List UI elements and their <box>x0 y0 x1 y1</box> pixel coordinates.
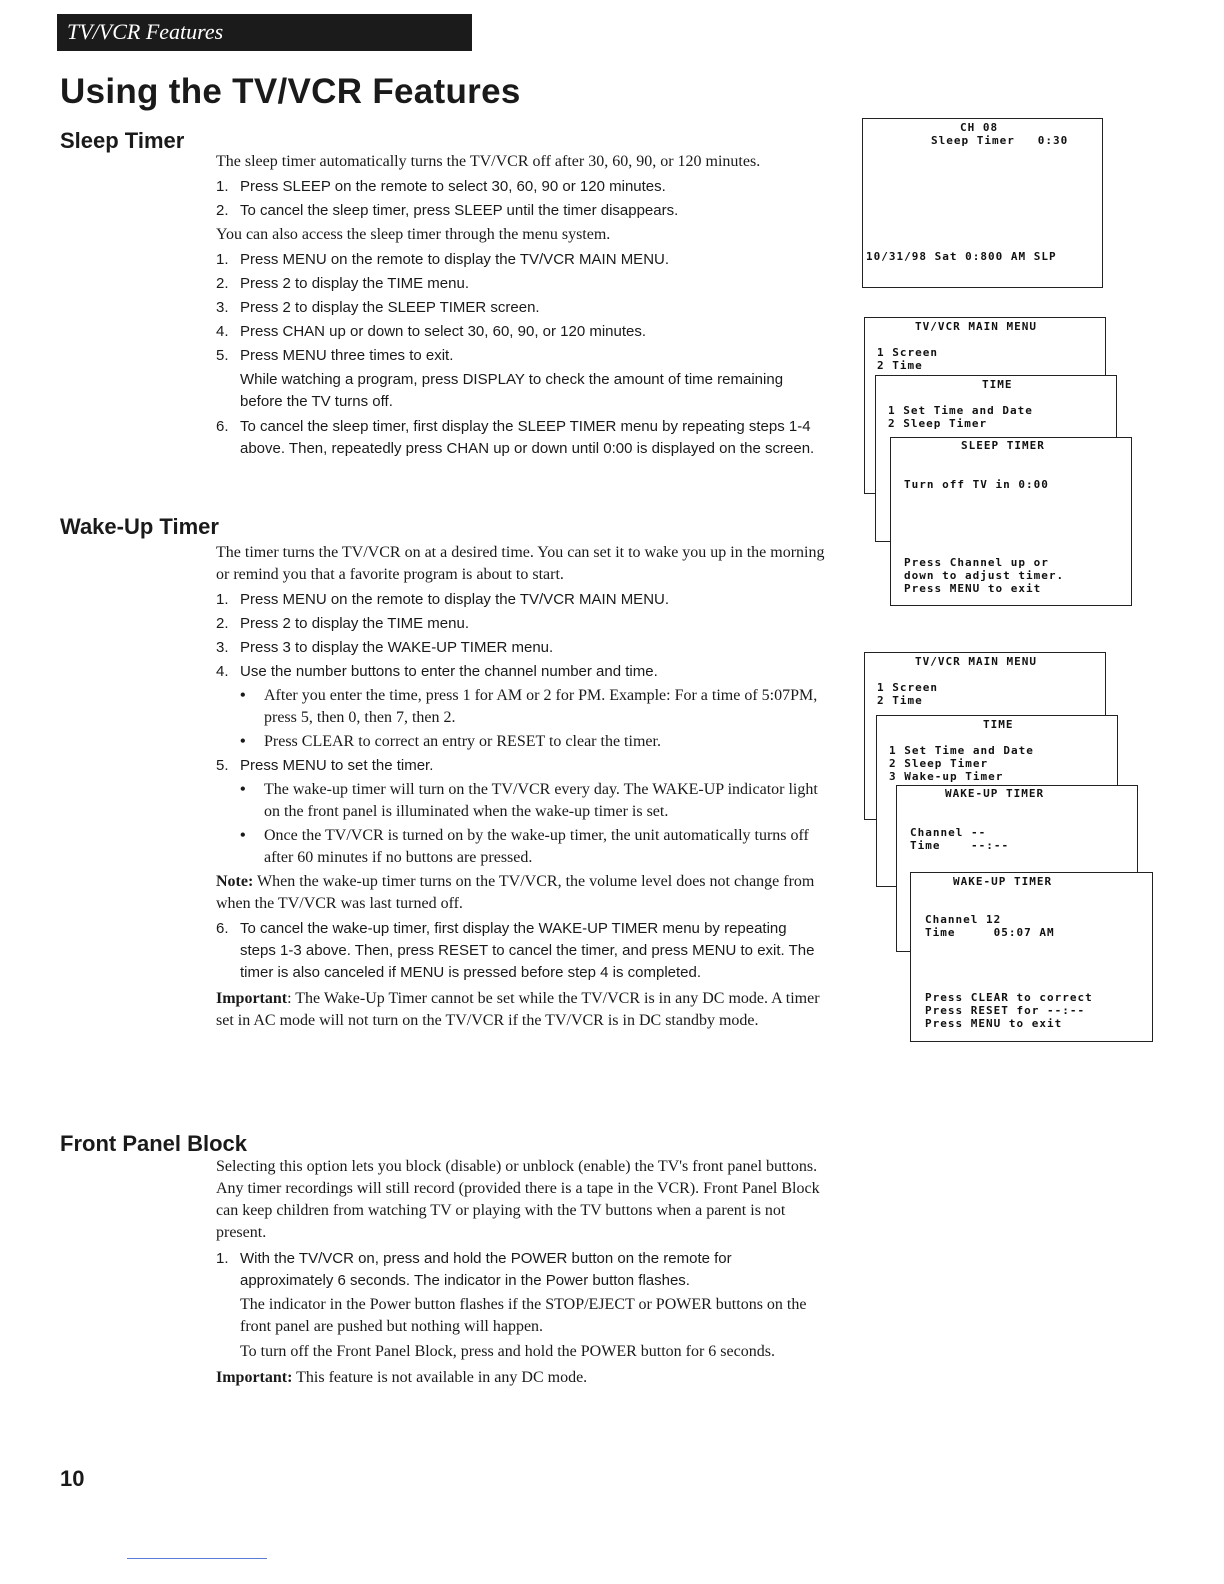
heading-front-panel-block: Front Panel Block <box>60 1131 248 1156</box>
tv-sleep-timer-screen <box>890 437 1132 606</box>
heading-sleep-timer: Sleep Timer <box>60 128 185 153</box>
list-item: 5. Press MENU to set the timer. <box>216 757 434 774</box>
list-item: 6. To cancel the sleep timer, first display the SLEEP TIMER menu by repeating steps 1-4 above. Then, repeatedly press CHAN up or down until 0:00 is displayed on the screen. <box>216 418 815 457</box>
list-item: 4. Use the number buttons to enter the channel number and time. <box>216 663 658 680</box>
wake-up-timer-section <box>216 542 826 1035</box>
wake-note: Note: When the wake-up timer turns on the TV/VCR, the volume level does not change from when the TV/VCR was last turned off. <box>216 873 815 912</box>
menu-title: TIME <box>982 378 1013 391</box>
wake-field: Time --:-- <box>910 839 1010 852</box>
sleep-step5-note: While watching a program, press DISPLAY to check the amount of time remaining before the TV turns off. <box>240 371 784 410</box>
wake-intro: The timer turns the TV/VCR on at a desired time. You can set it to wake you up in the morning or remind you that a favorite program is about to start. <box>216 544 825 583</box>
section-header-tab <box>57 14 472 51</box>
front-para2: To turn off the Front Panel Block, press and hold the POWER button for 6 seconds. <box>240 1343 775 1360</box>
tv-wake-up-timer-screen-set <box>910 872 1153 1042</box>
help-line: Press MENU to exit <box>925 1017 1063 1030</box>
footer-rule <box>127 1558 267 1559</box>
wake-field: Time 05:07 AM <box>925 926 1055 939</box>
list-item: 1. With the TV/VCR on, press and hold the POWER button on the remote for approximately 6 seconds. The indicator in the Power button flashes. <box>216 1250 732 1289</box>
list-item: 2. Press 2 to display the TIME menu. <box>216 275 469 292</box>
help-line: Press Channel up or <box>904 556 1049 569</box>
status-line: 10/31/98 Sat 0:800 AM SLP <box>866 250 1057 263</box>
menu-item: 1 Set Time and Date <box>888 404 1033 417</box>
sleep-menu-intro: You can also access the sleep timer through the menu system. <box>216 226 611 243</box>
list-item: 1. Press MENU on the remote to display the TV/VCR MAIN MENU. <box>216 251 670 268</box>
sleep-timer-section <box>216 151 826 462</box>
tv-screen-sleep-display <box>862 118 1103 288</box>
menu-title: SLEEP TIMER <box>961 439 1045 452</box>
page-title: Using the TV/VCR Features <box>60 72 521 111</box>
list-item: 2. Press 2 to display the TIME menu. <box>216 615 469 632</box>
heading-wake-up-timer: Wake-Up Timer <box>60 514 219 539</box>
list-item: 3. Press 3 to display the WAKE-UP TIMER menu. <box>216 639 554 656</box>
menu-item: 2 Sleep Timer <box>889 757 989 770</box>
menu-title: WAKE-UP TIMER <box>945 787 1045 800</box>
help-line: Press RESET for --:-- <box>925 1004 1086 1017</box>
help-line: Press CLEAR to correct <box>925 991 1093 1004</box>
list-item: 3. Press 2 to display the SLEEP TIMER screen. <box>216 299 540 316</box>
menu-title: TIME <box>983 718 1014 731</box>
list-item: • After you enter the time, press 1 for AM or 2 for PM. Example: For a time of 5:07PM, press 5, then 0, then 7, then 2. <box>240 687 818 726</box>
page-number: 10 <box>60 1466 85 1491</box>
front-panel-section <box>216 1156 826 1392</box>
list-item: • The wake-up timer will turn on the TV/VCR every day. The WAKE-UP indicator light on the front panel is illuminated when the wake-up timer is set. <box>240 781 818 820</box>
help-line: down to adjust timer. <box>904 569 1065 582</box>
list-item: 6. To cancel the wake-up timer, first display the WAKE-UP TIMER menu by repeating steps 1-3 above. Then, press RESET to cancel the timer, and press MENU to exit. The timer is also canceled if MENU is pressed before step 4 is completed. <box>216 920 815 981</box>
menu-item: 2 Sleep Timer <box>888 417 988 430</box>
menu-title: WAKE-UP TIMER <box>953 875 1053 888</box>
menu-item: 2 Time <box>877 359 923 372</box>
list-item: 2. To cancel the sleep timer, press SLEEP until the timer disappears. <box>216 202 679 219</box>
menu-item: 1 Screen <box>877 681 938 694</box>
list-item: 4. Press CHAN up or down to select 30, 60, 90, or 120 minutes. <box>216 323 647 340</box>
menu-item: 2 Time <box>877 694 923 707</box>
channel-readout: CH 08 <box>960 121 999 134</box>
help-line: Press MENU to exit <box>904 582 1042 595</box>
section-header-label: TV/VCR Features <box>67 19 224 44</box>
menu-title: TV/VCR MAIN MENU <box>915 655 1037 668</box>
menu-item: 1 Set Time and Date <box>889 744 1034 757</box>
menu-item: 1 Screen <box>877 346 938 359</box>
menu-item: 3 Wake-up Timer <box>889 770 1004 783</box>
wake-important: Important: The Wake-Up Timer cannot be set while the TV/VCR is in any DC mode. A timer set in AC mode will not turn on the TV/VCR if the TV/VCR is in DC standby mode. <box>216 990 820 1029</box>
front-intro: Selecting this option lets you block (disable) or unblock (enable) the TV's front panel buttons. Any timer recordings will still record (provided there is a tape in the VCR). Front Panel Block can keep children from watching TV or playing with the TV buttons when a parent is not present. <box>216 1158 820 1241</box>
sleep-readout: Sleep Timer 0:30 <box>931 134 1069 147</box>
front-para1: The indicator in the Power button flashes if the STOP/EJECT or POWER buttons on the front panel are pushed but nothing will happen. <box>240 1296 807 1335</box>
sleep-value: Turn off TV in 0:00 <box>904 478 1049 491</box>
menu-title: TV/VCR MAIN MENU <box>915 320 1037 333</box>
list-item: 5. Press MENU three times to exit. <box>216 347 454 364</box>
front-important: Important: This feature is not available in any DC mode. <box>216 1369 588 1386</box>
wake-field: Channel -- <box>910 826 987 839</box>
list-item: • Press CLEAR to correct an entry or RESET to clear the timer. <box>240 733 661 750</box>
wake-field: Channel 12 <box>925 913 1002 926</box>
list-item: 1. Press MENU on the remote to display the TV/VCR MAIN MENU. <box>216 591 670 608</box>
list-item: 1. Press SLEEP on the remote to select 30, 60, 90 or 120 minutes. <box>216 178 666 195</box>
sleep-intro: The sleep timer automatically turns the TV/VCR off after 30, 60, 90, or 120 minutes. <box>216 153 761 170</box>
list-item: • Once the TV/VCR is turned on by the wake-up timer, the unit automatically turns off after 60 minutes if no buttons are pressed. <box>240 827 809 866</box>
